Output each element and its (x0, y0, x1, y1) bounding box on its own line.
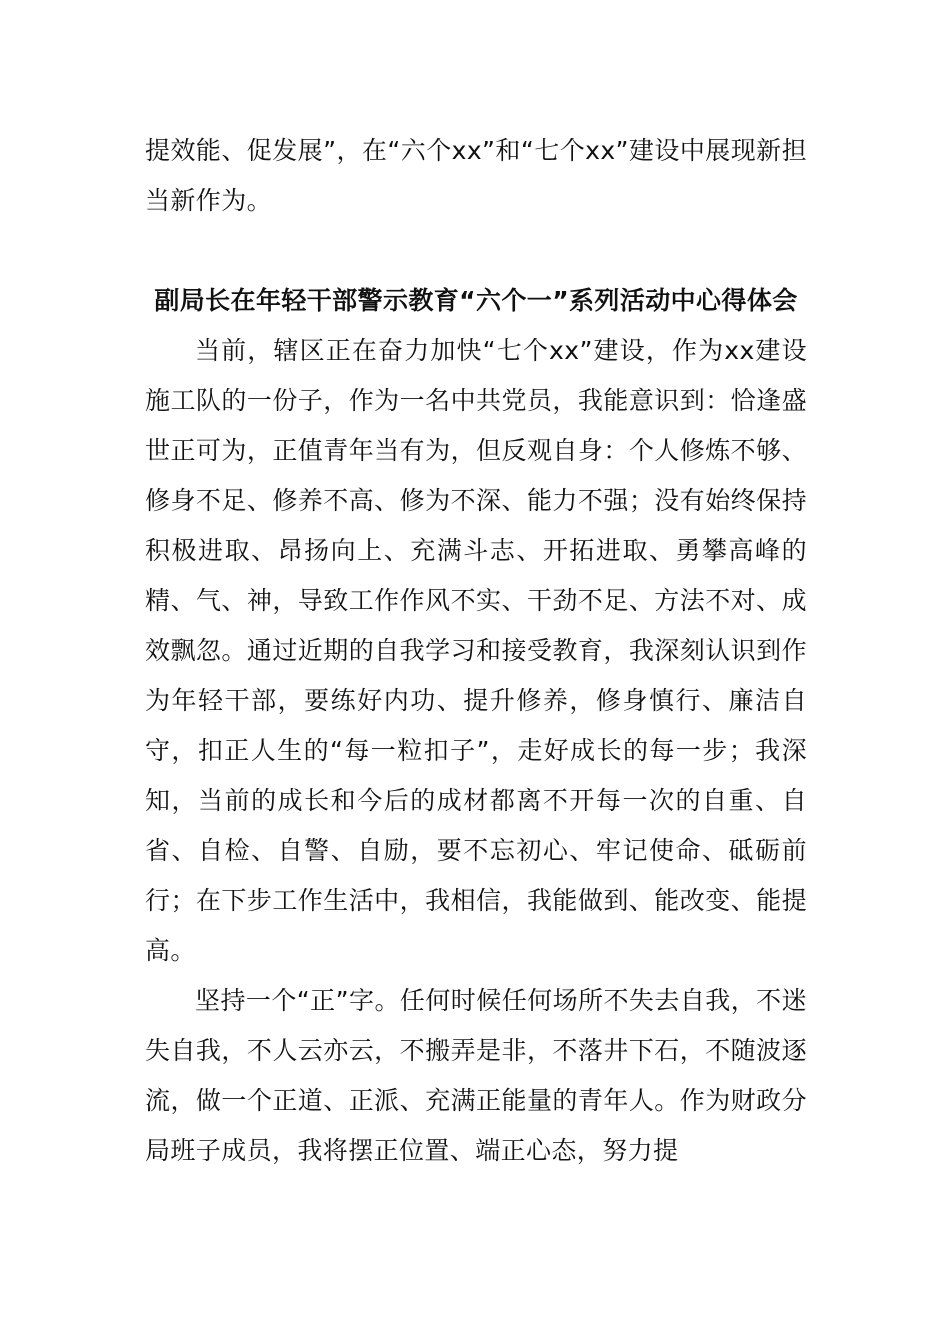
document-body (145, 126, 807, 1176)
body-paragraph-1: 当前，辖区正在奋力加快“七个xx”建设，作为xx建设施工队的一份子，作为一名中共党员，我能意识到：恰逢盛世正可为，正值青年当有为，但反观自身：个人修炼不够、修身不足、修养不高、修为不深、能力不强；没有始终保持积极进取、昂扬向上、充满斗志、开拓进取、勇攀高峰的精、气、神，导致工作作风不实、干劲不足、方法不对、成效飘忽。通过近期的自我学习和接受教育，我深刻认识到作为年轻干部，要练好内功、提升修养，修身慎行、廉洁自守，扣正人生的“每一粒扣子”，走好成长的每一步；我深知，当前的成长和今后的成材都离不开每一次的自重、自省、自检、自警、自励，要不忘初心、牢记使命、砥砺前行；在下步工作生活中，我相信，我能做到、能改变、能提高。 (145, 336, 807, 965)
article-title: 副局长在年轻干部警示教育“六个一”系列活动中心得体会 (154, 286, 798, 315)
continuation-paragraph: 提效能、促发展”，在“六个xx”和“七个xx”建设中展现新担当新作为。 (145, 136, 807, 215)
body-paragraph-2: 坚持一个“正”字。任何时候任何场所不失去自我，不迷失自我，不人云亦云，不搬弄是非，不落井下石，不随波逐流，做一个正道、正派、充满正能量的青年人。作为财政分局班子成员，我将摆正位置、端正心态，努力提 (145, 986, 807, 1165)
